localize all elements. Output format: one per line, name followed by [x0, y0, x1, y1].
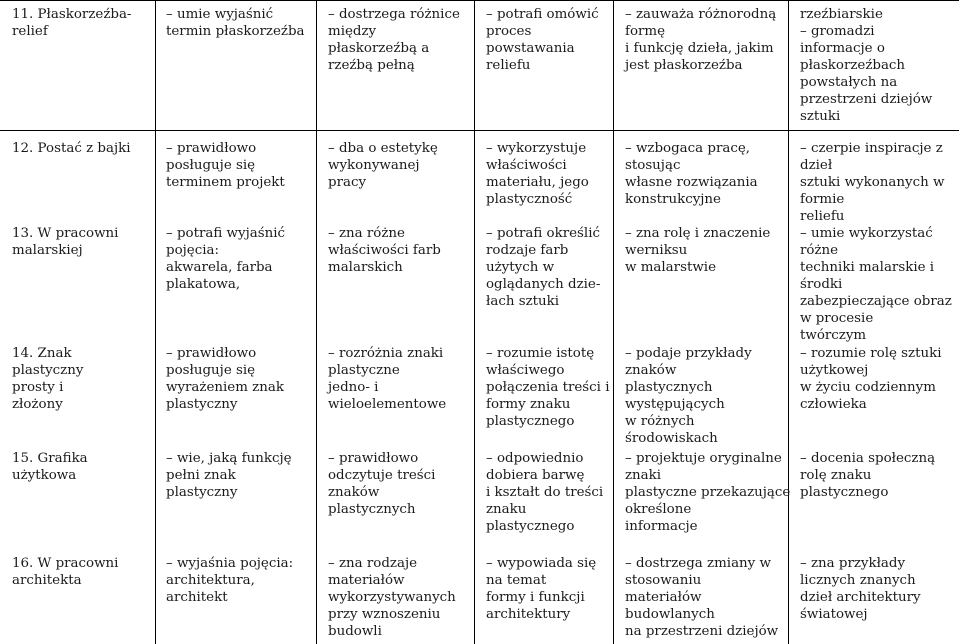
cell-text-line: użytkowej	[800, 363, 869, 378]
cell-text-line: reliefu	[800, 209, 845, 224]
cell-text-line: jedno- i	[328, 380, 379, 395]
cell-text-line: techniki malarskie i	[800, 260, 935, 275]
cell-text-line: formę	[625, 24, 666, 39]
cell-text-line: – zauważa różnorodną	[625, 7, 777, 22]
cell-text-line: relief	[12, 24, 48, 39]
cell-text-line: plastyczne przekazujące	[625, 485, 791, 500]
cell-text-line: w różnych	[625, 414, 695, 429]
cell-text-line: werniksu	[625, 243, 688, 258]
cell-text-line: materiału, jego	[486, 175, 589, 190]
topic-cell	[12, 555, 118, 589]
skill-cell	[328, 225, 441, 276]
cell-text-line: pojęcia:	[166, 243, 219, 258]
skill-cell	[486, 555, 596, 623]
cell-text-line: złożony	[12, 397, 63, 412]
cell-text-line: licznych znanych	[800, 573, 916, 588]
cell-text-line: środki	[800, 277, 843, 292]
skill-cell	[328, 345, 446, 413]
cell-text-line: 12. Postać z bajki	[12, 141, 131, 156]
cell-text-line: wykorzystywanych	[328, 590, 456, 605]
cell-text-line: plastycznych	[625, 380, 713, 395]
cell-text-line: płaskorzeźbach	[800, 58, 906, 73]
cell-text-line: – zna rolę i znaczenie	[625, 226, 771, 241]
cell-text-line: wykonywanej	[328, 158, 420, 173]
cell-text-line: użytkowa	[12, 468, 77, 483]
skill-cell	[800, 140, 944, 225]
cell-text-line: sztuki	[800, 109, 841, 124]
cell-text-line: dobiera barwę	[486, 468, 585, 483]
cell-text-line: – zna rodzaje	[328, 556, 418, 571]
topic-cell	[12, 450, 88, 484]
skill-cell	[166, 555, 293, 606]
cell-text-line: plastycznego	[486, 519, 575, 534]
cell-text-line: rodzaje farb	[486, 243, 569, 258]
cell-text-line: 11. Płaskorzeźba-	[12, 7, 132, 22]
cell-text-line: rzeźbiarskie	[800, 7, 883, 22]
cell-text-line: – zna przykłady	[800, 556, 906, 571]
cell-text-line: informacje	[625, 519, 698, 534]
skill-cell	[800, 345, 942, 413]
cell-text-line: wieloelementowe	[328, 397, 447, 412]
cell-text-line: plastyczne	[328, 363, 400, 378]
cell-text-line: sztuki wykonanych w	[800, 175, 945, 190]
cell-text-line: właściwości farb	[328, 243, 441, 258]
skill-cell	[625, 345, 752, 447]
cell-text-line: znaku	[486, 502, 527, 517]
cell-text-line: – potrafi wyjaśnić	[166, 226, 285, 241]
column-divider	[788, 0, 789, 644]
skill-cell	[486, 450, 603, 535]
cell-text-line: 16. W pracowni	[12, 556, 119, 571]
cell-text-line: człowieka	[800, 397, 867, 412]
cell-text-line: środowiskach	[625, 431, 718, 446]
cell-text-line: w procesie	[800, 311, 874, 326]
cell-text-line: powstałych na	[800, 75, 898, 90]
cell-text-line: informacje o	[800, 41, 885, 56]
skill-cell	[328, 6, 460, 74]
cell-text-line: – rozróżnia znaki	[328, 346, 444, 361]
cell-text-line: znaków	[328, 485, 380, 500]
cell-text-line: znaków	[625, 363, 677, 378]
cell-text-line: plastyczny	[12, 363, 84, 378]
topic-cell	[12, 225, 118, 259]
cell-text-line: – dba o estetykę	[328, 141, 438, 156]
cell-text-line: 15. Grafika	[12, 451, 88, 466]
cell-text-line: wyrażeniem znak	[166, 380, 284, 395]
cell-text-line: plastyczność	[486, 192, 573, 207]
cell-text-line: przestrzeni dziejów	[800, 92, 933, 107]
cell-text-line: – projektuje oryginalne	[625, 451, 782, 466]
skill-cell	[800, 555, 921, 623]
cell-text-line: pełni znak	[166, 468, 236, 483]
cell-text-line: 13. W pracowni	[12, 226, 119, 241]
cell-text-line: w życiu codziennym	[800, 380, 936, 395]
cell-text-line: na przestrzeni dziejów	[625, 624, 779, 639]
cell-text-line: właściwego	[486, 363, 565, 378]
cell-text-line: – rozumie rolę sztuki	[800, 346, 942, 361]
skill-cell	[800, 225, 952, 344]
cell-text-line: plastycznych	[328, 502, 416, 517]
topic-cell	[12, 345, 83, 413]
cell-text-line: dzieł	[800, 158, 833, 173]
cell-text-line: występujących	[625, 397, 725, 412]
cell-text-line: 14. Znak	[12, 346, 72, 361]
skill-cell	[625, 450, 790, 535]
cell-text-line: konstrukcyjne	[625, 192, 721, 207]
cell-text-line: malarskich	[328, 260, 403, 275]
cell-text-line: własne rozwiązania	[625, 175, 758, 190]
cell-text-line: terminem projekt	[166, 175, 285, 190]
skill-cell	[486, 140, 589, 208]
cell-text-line: – potrafi omówić	[486, 7, 599, 22]
cell-text-line: – rozumie istotę	[486, 346, 595, 361]
skill-cell	[166, 140, 285, 191]
cell-text-line: i kształt do treści	[486, 485, 604, 500]
skill-cell	[328, 450, 435, 518]
cell-text-line: w malarstwie	[625, 260, 716, 275]
column-divider	[613, 0, 614, 644]
skill-cell	[166, 6, 305, 40]
cell-text-line: – gromadzi	[800, 24, 875, 39]
column-divider	[155, 0, 156, 644]
cell-text-line: odczytuje treści	[328, 468, 436, 483]
cell-text-line: połączenia treści i	[486, 380, 610, 395]
cell-text-line: termin płaskorzeźba	[166, 24, 305, 39]
cell-text-line: formie	[800, 192, 845, 207]
cell-text-line: – potrafi określić	[486, 226, 600, 241]
cell-text-line: dzieł architektury	[800, 590, 921, 605]
cell-text-line: – wypowiada się	[486, 556, 597, 571]
cell-text-line: – odpowiednio	[486, 451, 584, 466]
cell-text-line: – prawidłowo	[166, 346, 257, 361]
skill-cell	[486, 345, 609, 430]
cell-text-line: użytych w	[486, 260, 555, 275]
cell-text-line: – wykorzystuje	[486, 141, 587, 156]
cell-text-line: – wie, jaką funkcję	[166, 451, 292, 466]
skill-cell	[486, 225, 600, 310]
row-divider	[0, 130, 959, 131]
cell-text-line: – docenia społeczną	[800, 451, 936, 466]
cell-text-line: płaskorzeźbą a	[328, 41, 430, 56]
cell-text-line: reliefu	[486, 58, 531, 73]
cell-text-line: stosowaniu	[625, 573, 702, 588]
skill-cell	[328, 555, 456, 640]
cell-text-line: plakatowa,	[166, 277, 241, 292]
skill-cell	[800, 6, 932, 125]
cell-text-line: znaki	[625, 468, 662, 483]
cell-text-line: i funkcję dzieła, jakim	[625, 41, 774, 56]
cell-text-line: – dostrzega różnice	[328, 7, 460, 22]
cell-text-line: rolę znaku	[800, 468, 872, 483]
column-divider	[474, 0, 475, 644]
cell-text-line: – prawidłowo	[166, 141, 257, 156]
cell-text-line: – dostrzega zmiany w	[625, 556, 771, 571]
cell-text-line: zabezpieczające obraz	[800, 294, 952, 309]
cell-text-line: architekta	[12, 573, 82, 588]
cell-text-line: światowej	[800, 607, 868, 622]
cell-text-line: – umie wykorzystać	[800, 226, 933, 241]
cell-text-line: proces	[486, 24, 532, 39]
cell-text-line: – umie wyjaśnić	[166, 7, 274, 22]
cell-text-line: – wyjaśnia pojęcia:	[166, 556, 294, 571]
cell-text-line: plastycznego	[800, 485, 889, 500]
skill-cell	[625, 555, 778, 640]
skill-cell	[800, 450, 935, 501]
cell-text-line: – wzbogaca pracę,	[625, 141, 751, 156]
skill-cell	[625, 140, 758, 208]
column-divider	[316, 0, 317, 644]
cell-text-line: architektury	[486, 607, 571, 622]
cell-text-line: twórczym	[800, 328, 867, 343]
cell-text-line: powstawania	[486, 41, 575, 56]
cell-text-line: formy znaku	[486, 397, 571, 412]
cell-text-line: jest płaskorzeźba	[625, 58, 743, 73]
skill-cell	[328, 140, 438, 191]
topic-cell	[12, 6, 131, 40]
skill-cell	[486, 6, 599, 74]
cell-text-line: budowlanych	[625, 607, 715, 622]
cell-text-line: określone	[625, 502, 692, 517]
skill-cell	[166, 225, 285, 293]
cell-text-line: – czerpie inspiracje z	[800, 141, 943, 156]
cell-text-line: oglądanych dzie-	[486, 277, 601, 292]
cell-text-line: prosty i	[12, 380, 64, 395]
cell-text-line: plastyczny	[166, 397, 238, 412]
cell-text-line: właściwości	[486, 158, 567, 173]
cell-text-line: – podaje przykłady	[625, 346, 752, 361]
skill-cell	[166, 345, 284, 413]
cell-text-line: materiałów	[625, 590, 702, 605]
topic-cell	[12, 140, 131, 157]
cell-text-line: posługuje się	[166, 158, 256, 173]
cell-text-line: architekt	[166, 590, 228, 605]
cell-text-line: łach sztuki	[486, 294, 560, 309]
cell-text-line: akwarela, farba	[166, 260, 273, 275]
cell-text-line: pracy	[328, 175, 367, 190]
cell-text-line: plastyczny	[166, 485, 238, 500]
cell-text-line: stosując	[625, 158, 681, 173]
skill-cell	[625, 225, 770, 276]
cell-text-line: przy wznoszeniu	[328, 607, 441, 622]
cell-text-line: malarskiej	[12, 243, 83, 258]
cell-text-line: architektura,	[166, 573, 255, 588]
cell-text-line: posługuje się	[166, 363, 256, 378]
cell-text-line: formy i funkcji	[486, 590, 585, 605]
cell-text-line: materiałów	[328, 573, 405, 588]
cell-text-line: plastycznego	[486, 414, 575, 429]
cell-text-line: – zna różne	[328, 226, 405, 241]
skill-cell	[625, 6, 776, 74]
cell-text-line: na temat	[486, 573, 547, 588]
cell-text-line: różne	[800, 243, 839, 258]
cell-text-line: – prawidłowo	[328, 451, 419, 466]
table-border-top	[0, 0, 959, 1]
cell-text-line: między	[328, 24, 377, 39]
cell-text-line: rzeźbą pełną	[328, 58, 415, 73]
skill-cell	[166, 450, 292, 501]
cell-text-line: budowli	[328, 624, 382, 639]
